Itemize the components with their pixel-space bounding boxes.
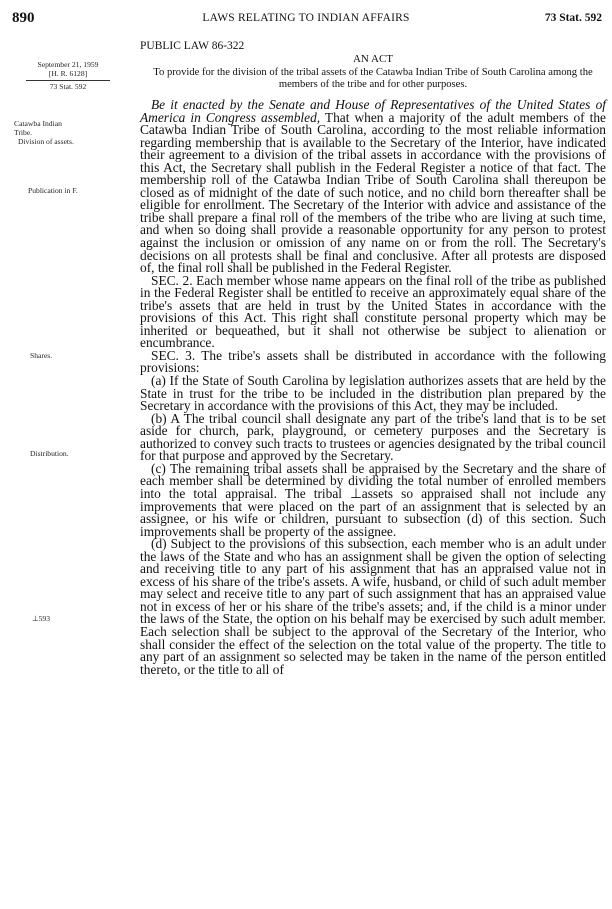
page-number: 890 <box>12 10 35 26</box>
act-heading: AN ACT <box>352 53 394 65</box>
margin-page-marker: ⊥593 <box>32 614 51 623</box>
public-law-number: PUBLIC LAW 86-322 <box>140 40 245 52</box>
margin-subject-line3: Division of assets. <box>18 137 74 146</box>
margin-publication-note: Publication in F. <box>28 186 78 195</box>
margin-distribution-note: Distribution. <box>30 449 69 458</box>
section-3c: (c) The remaining tribal assets shall be appraised by the Secretary and the share of each member shall be determined by dividing the total number of enrolled members into the total appraisal. The tribal ⊥assets so appraised shall not include any improvements that were placed on the part of an assignment that is selected by an assignee, or his wife or children, pursuant to subsection (d) of this section. Such improvements shall be property of the assignee. <box>140 460 606 539</box>
act-purpose: To provide for the division of the tribal assets of the Catawba Indian Tribe of South Carolina among the members of the tribe and for other purposes. <box>153 67 593 90</box>
margin-subject-note <box>14 119 124 146</box>
running-title: LAWS RELATING TO INDIAN AFFAIRS <box>202 12 410 24</box>
enacting-clause: Be it enacted by the Senate and House of Representatives of the United States of America in Congress assembled, <box>140 97 606 125</box>
section-2: SEC. 2. Each member whose name appears on the final roll of the tribe as published in the Federal Register shall be entitled to receive an approximately equal share of the tribe's assets that are held in trust by the United States in accordance with the provisions of this Act. This right shall constitute personal property which may be inherited or bequeathed, but it shall not otherwise be subject to alienation or encumbrance. <box>140 272 606 351</box>
section-1 <box>140 99 606 275</box>
margin-date: September 21, 1959 <box>37 60 99 69</box>
margin-subject-row <box>14 119 124 128</box>
margin-divider <box>26 80 110 81</box>
section-3: SEC. 3. The tribe's assets shall be distributed in accordance with the following provisions: <box>140 347 606 376</box>
margin-subject-line2: Tribe. <box>14 128 33 137</box>
section-1-text: That when a majority of the adult members of the Catawba Indian Tribe of South Carolina, according to the most reliable information regarding membership that is available to the Secretary of the Interior, have indicated their agreement to a division of the tribal assets in accordance with the provisions of this Act, the Secretary shall publish in the Federal Register a notice of that fact. The membership roll of the Catawba Indian Tribe of South Carolina shall thereupon be closed as of midnight of the date of such notice, and no child born thereafter shall be eligible for enrollment. The Secretary of the Interior with advice and assistance of the tribe shall prepare a final roll of the members of the tribe who are living at such time, and when so doing shall provide a reasonable opportunity for any person to protest against the inclusion or omission of any name on or from the roll. The Secretary's decisions on all protests shall be final and conclusive. After all protests are disposed of, the final roll shall be published in the Federal Register. <box>140 109 606 276</box>
margin-shares-note: Shares. <box>30 351 53 360</box>
section-3b: (b) A The tribal council shall designate any part of the tribe's land that is to be set aside for church, park, playground, or cemetery purposes and the Secretary is authorized to convey such tracts to trustees or agencies designated by the tribal council for that purpose and approved by the Secretary. <box>140 410 606 464</box>
section-3d: (d) Subject to the provisions of this subsection, each member who is an adult under the laws of the State and who has an assignment shall be given the option of selecting and receiving title to any part of his assignment that has an appraised value not in excess of his share of the tribe's assets. A wife, husband, or child of such adult member may select and receive title to any part of such assignment that has an appraised value not in excess of her or his share of the tribe's assets; and, if the child is a minor under the laws of the State, the option on his behalf may be exercised by such adult member. Each selection shall be subject to the approval of the Secretary of the Interior, who shall consider the effect of the selection on the total value of the property. The title to any part of an assignment so selected may be taken in the name of the person entitled thereto, or the title to all of <box>140 536 606 677</box>
stat-reference: 73 Stat. 592 <box>544 12 602 24</box>
margin-subject-line1: Catawba Indian <box>14 119 62 128</box>
act-body <box>140 99 606 676</box>
margin-date-block <box>18 60 118 91</box>
section-3a: (a) If the State of South Carolina by legislation authorizes assets that are held by the State in trust for the tribe to be included in the distribution plan prepared by the Secretary in accordance with the provisions of this Act, they may be included. <box>140 373 606 414</box>
margin-bill-number: [H. R. 6128] <box>48 69 88 78</box>
margin-stat: 73 Stat. 592 <box>49 82 87 91</box>
